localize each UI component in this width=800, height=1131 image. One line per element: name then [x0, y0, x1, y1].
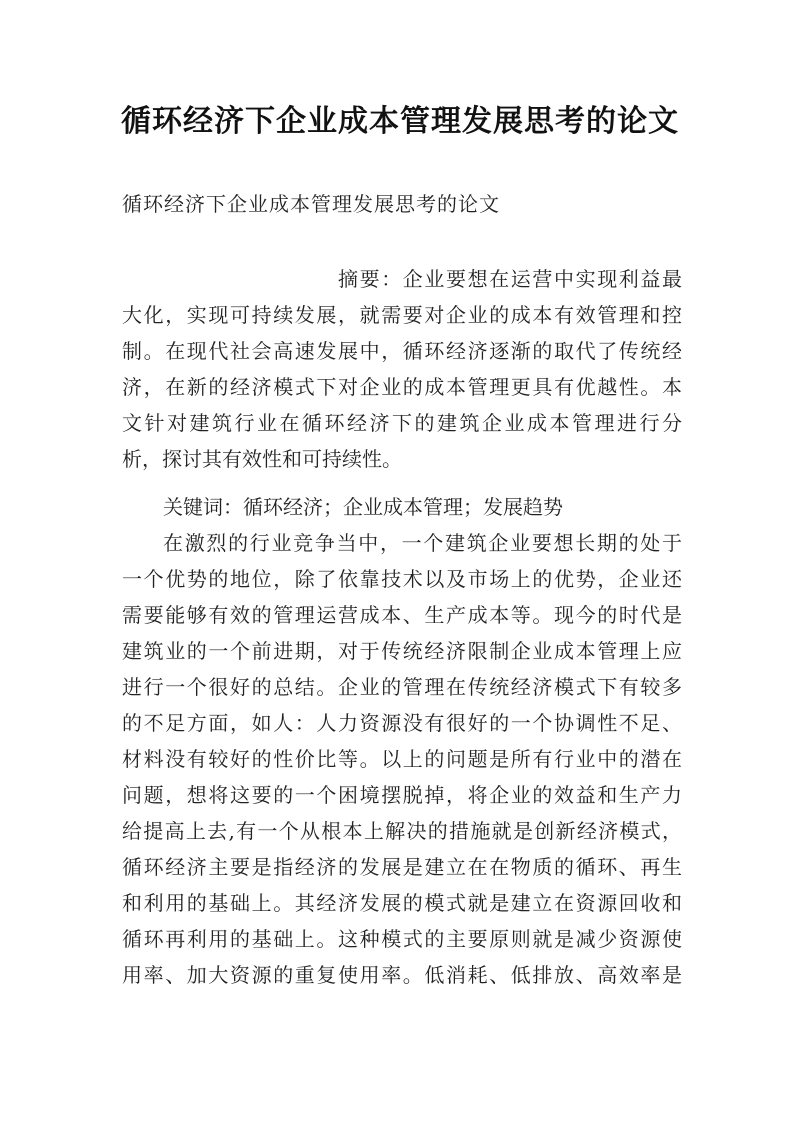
document-subtitle: 循环经济下企业成本管理发展思考的论文	[122, 192, 500, 216]
body-line: 材料没有较好的性价比等。以上的问题是所有行业中的潜在	[122, 747, 682, 771]
abstract-line: 济，在新的经济模式下对企业的成本管理更具有优越性。本	[122, 375, 682, 399]
abstract-line: 摘要：企业要想在运营中实现利益最	[338, 267, 682, 291]
abstract-line: 制。在现代社会高速发展中，循环经济逐渐的取代了传统经	[122, 339, 682, 363]
body-line: 循环再利用的基础上。这种模式的主要原则就是减少资源使	[122, 927, 682, 951]
body-line: 循环经济主要是指经济的发展是建立在在物质的循环、再生	[122, 855, 682, 879]
body-line: 进行一个很好的总结。企业的管理在传统经济模式下有较多	[122, 675, 682, 699]
body-line: 在激烈的行业竞争当中，一个建筑企业要想长期的处于	[163, 531, 682, 555]
body-line: 建筑业的一个前进期，对于传统经济限制企业成本管理上应	[122, 639, 682, 663]
abstract-line: 析，探讨其有效性和可持续性。	[122, 447, 402, 471]
document-title: 循环经济下企业成本管理发展思考的论文	[121, 104, 679, 139]
body-line: 和利用的基础上。其经济发展的模式就是建立在资源回收和	[122, 891, 682, 915]
abstract-line: 文针对建筑行业在循环经济下的建筑企业成本管理进行分	[122, 411, 682, 435]
body-line: 的不足方面，如人：人力资源没有很好的一个协调性不足、	[122, 711, 682, 735]
body-line: 需要能够有效的管理运营成本、生产成本等。现今的时代是	[122, 603, 682, 627]
body-line: 问题，想将这要的一个困境摆脱掉，将企业的效益和生产力	[122, 783, 682, 807]
abstract-line: 大化，实现可持续发展，就需要对企业的成本有效管理和控	[122, 303, 682, 327]
keywords-line: 关键词：循环经济；企业成本管理；发展趋势	[163, 495, 563, 519]
body-line: 一个优势的地位，除了依靠技术以及市场上的优势，企业还	[122, 567, 682, 591]
body-line: 用率、加大资源的重复使用率。低消耗、低排放、高效率是	[122, 963, 682, 987]
body-line: 给提高上去,有一个从根本上解决的措施就是创新经济模式，	[122, 819, 682, 843]
